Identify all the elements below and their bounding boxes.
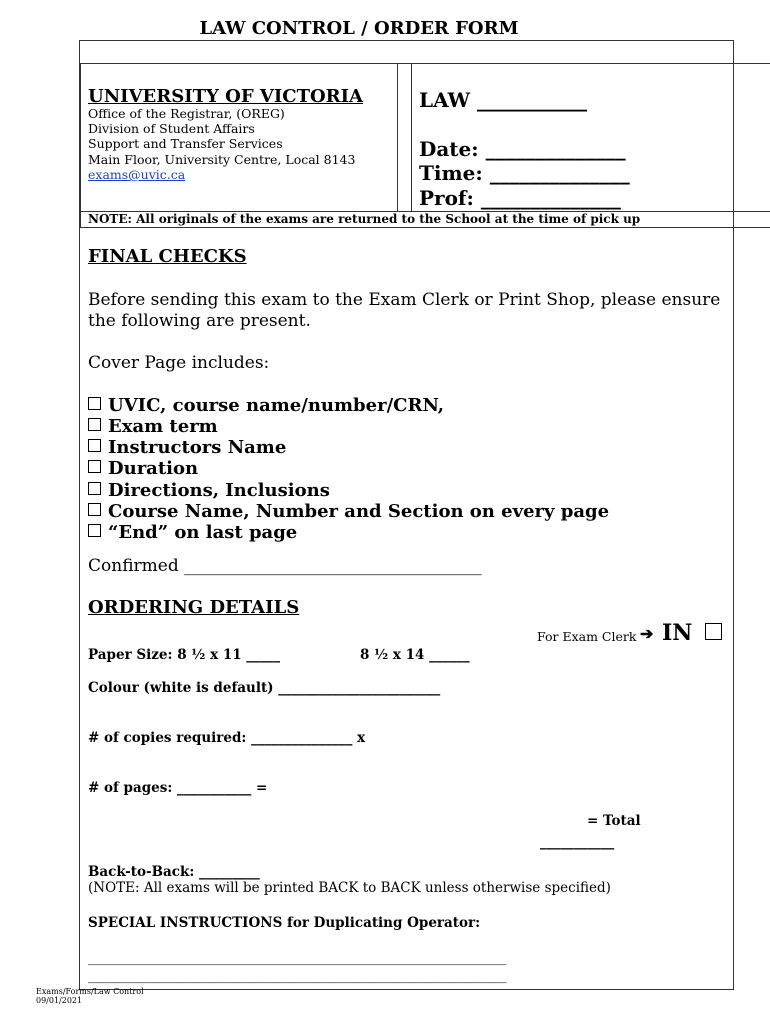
- special-instructions-line[interactable]: ______________________________________________________________: [88, 950, 507, 966]
- address-line: Support and Transfer Services: [88, 136, 283, 151]
- checklist-item[interactable]: Directions, Inclusions: [88, 480, 330, 501]
- confirmed-field[interactable]: Confirmed ___________________________________: [88, 556, 482, 576]
- total-field[interactable]: ___________: [540, 834, 615, 850]
- paper-size-field[interactable]: Paper Size: 8 ½ x 11 _____: [88, 647, 281, 663]
- cover-page-intro: Cover Page includes:: [88, 353, 270, 373]
- footer-path: Exams/Forms/Law Control: [36, 987, 144, 996]
- checkbox-icon[interactable]: [88, 418, 101, 431]
- checkbox-icon[interactable]: [88, 482, 101, 495]
- address-line: Main Floor, University Centre, Local 8143: [88, 152, 356, 167]
- checklist-item[interactable]: UVIC, course name/number/CRN,: [88, 395, 444, 416]
- checkbox-icon[interactable]: [88, 524, 101, 537]
- total-label: = Total: [587, 813, 641, 829]
- back-to-back-note: (NOTE: All exams will be printed BACK to BACK unless otherwise specified): [88, 880, 611, 896]
- final-checks-heading: FINAL CHECKS: [88, 246, 247, 267]
- for-exam-clerk-label: For Exam Clerk: [537, 629, 637, 644]
- special-instructions-line[interactable]: ______________________________________________________________: [88, 968, 507, 984]
- in-checkbox[interactable]: [705, 623, 722, 640]
- checklist-item[interactable]: “End” on last page: [88, 522, 297, 543]
- checkbox-icon[interactable]: [88, 439, 101, 452]
- colour-field[interactable]: Colour (white is default) ________________________: [88, 680, 441, 696]
- time-field[interactable]: Time: ______________: [419, 161, 630, 185]
- checkbox-icon[interactable]: [88, 397, 101, 410]
- in-label: IN: [662, 620, 693, 646]
- checkbox-icon[interactable]: [88, 460, 101, 473]
- paper-size-alt-field[interactable]: 8 ½ x 14 ______: [360, 647, 470, 663]
- checklist-item[interactable]: Exam term: [88, 416, 218, 437]
- checklist-item[interactable]: Course Name, Number and Section on every page: [88, 501, 609, 522]
- address-line: Office of the Registrar, (OREG): [88, 106, 285, 121]
- pages-field[interactable]: # of pages: ___________ =: [88, 780, 268, 796]
- header-top-line: [80, 63, 770, 64]
- arrow-icon: ➔: [640, 624, 654, 643]
- copies-field[interactable]: # of copies required: _______________ x: [88, 730, 366, 746]
- email-link[interactable]: exams@uvic.ca: [88, 167, 186, 182]
- header-divider-right: [411, 63, 412, 211]
- prof-field[interactable]: Prof: ______________: [419, 186, 621, 210]
- note-bottom-line: [80, 227, 770, 228]
- form-title: LAW CONTROL / ORDER FORM: [199, 18, 519, 39]
- university-name: UNIVERSITY OF VICTORIA: [88, 86, 364, 107]
- address-line: Division of Student Affairs: [88, 121, 255, 136]
- special-instructions-label: SPECIAL INSTRUCTIONS for Duplicating Operator:: [88, 915, 481, 931]
- ordering-details-heading: ORDERING DETAILS: [88, 597, 300, 618]
- back-to-back-field[interactable]: Back-to-Back: _________: [88, 864, 260, 880]
- footer-date: 09/01/2021: [36, 996, 83, 1005]
- final-checks-intro: Before sending this exam to the Exam Clerk or Print Shop, please ensure the following are present.: [88, 290, 721, 331]
- date-field[interactable]: Date: ______________: [419, 137, 626, 161]
- checkbox-icon[interactable]: [88, 503, 101, 516]
- originals-note: NOTE: All originals of the exams are returned to the School at the time of pick up: [88, 212, 641, 226]
- header-divider-left: [397, 63, 398, 211]
- law-field[interactable]: LAW ___________: [419, 88, 588, 112]
- checklist-item[interactable]: Duration: [88, 458, 198, 479]
- header-left-line: [80, 63, 81, 227]
- checklist-item[interactable]: Instructors Name: [88, 437, 286, 458]
